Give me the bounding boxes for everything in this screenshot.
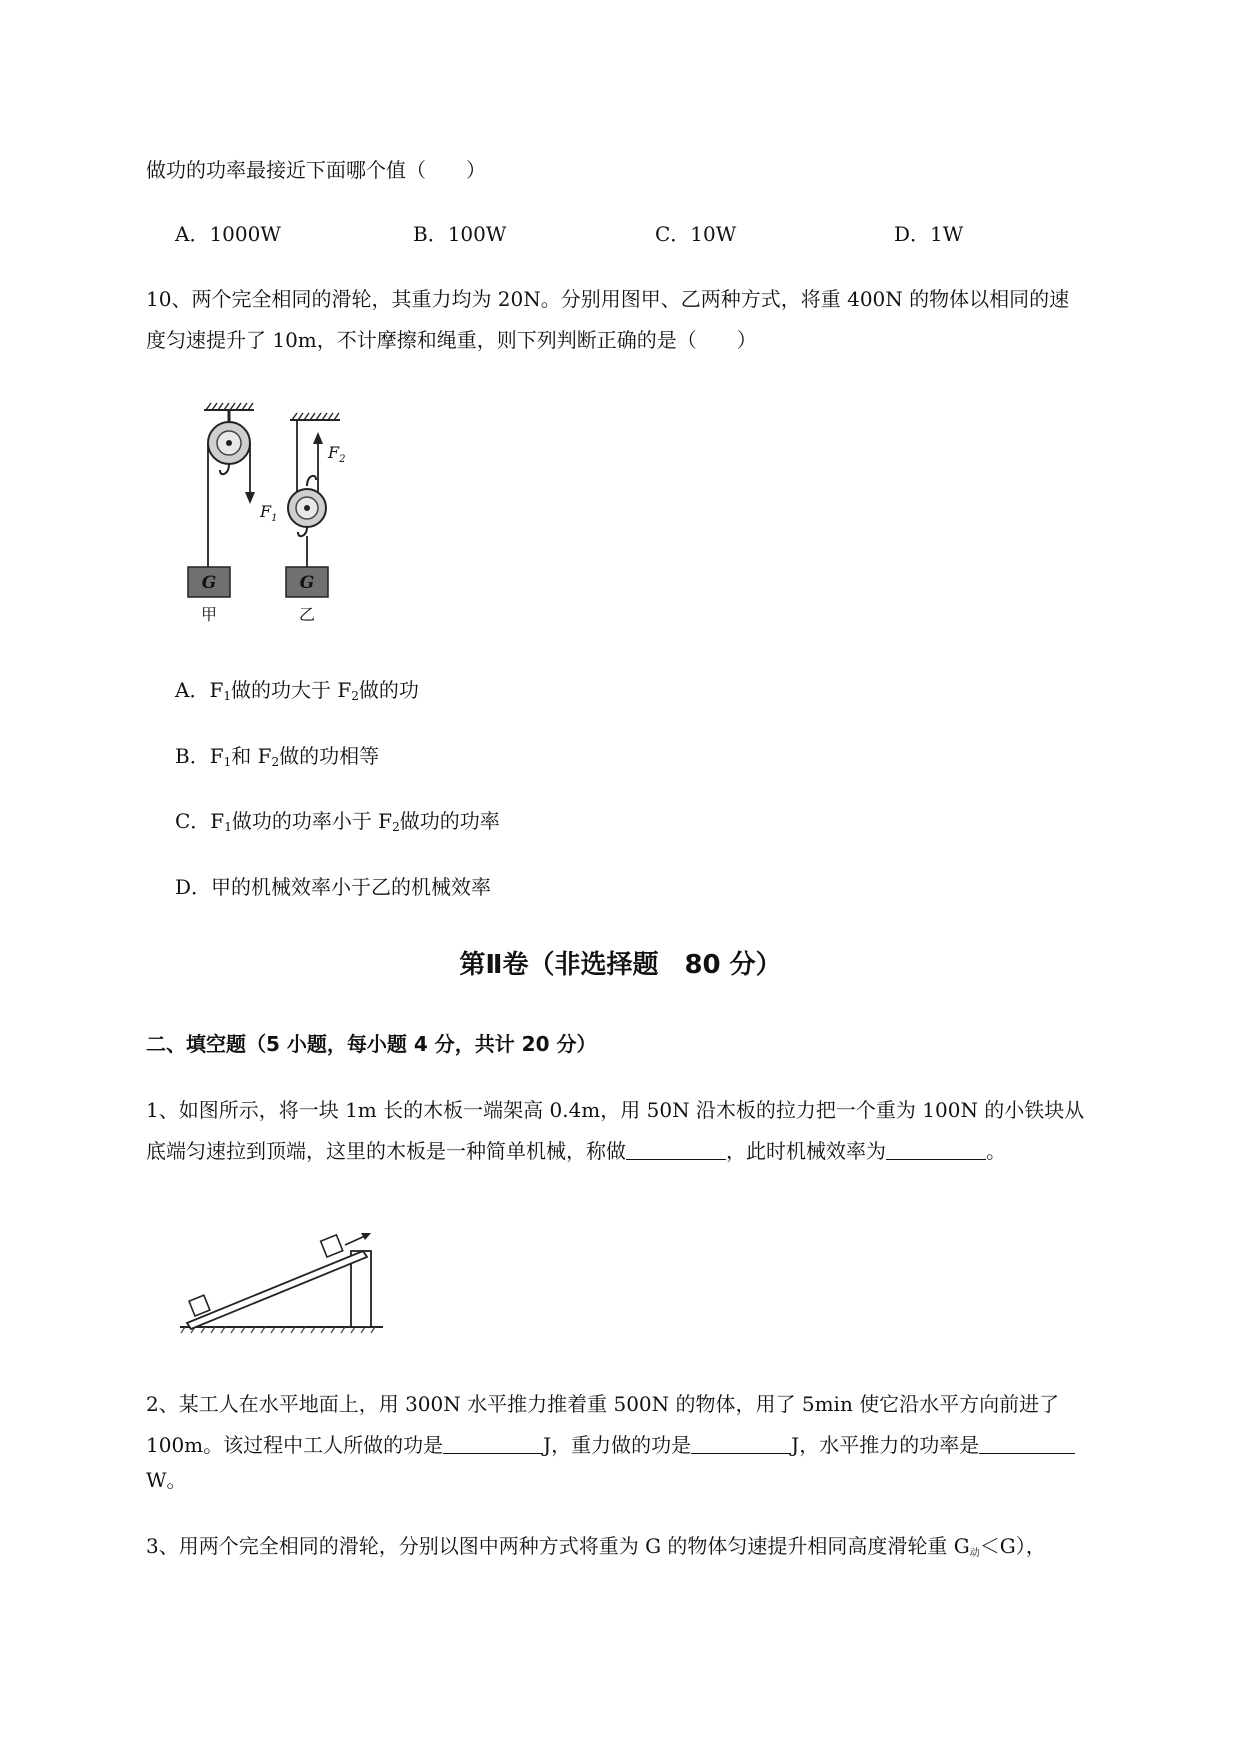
answer-blank[interactable] [979, 1431, 1075, 1454]
q9-option-d: D．1W [894, 222, 964, 246]
q9-option-c: C．10W [655, 222, 737, 246]
q9-text: 做功的功率最接近下面哪个值（ ） [146, 158, 486, 182]
f2-line3: W。 [146, 1468, 187, 1492]
answer-blank[interactable] [443, 1431, 543, 1454]
f1-line2: 底端匀速拉到顶端，这里的木板是一种简单机械，称做 ，此时机械效率为 。 [146, 1139, 1006, 1163]
weight-label-a: G [201, 573, 217, 593]
q10-option-b: B．$F_1$和 $F_2$做的功相等 [175, 744, 380, 769]
q10-line2: 度匀速提升了 10m，不计摩擦和绳重，则下列判断正确的是（ ） [146, 328, 757, 352]
q10-option-c: C．$F_1$做功的功率小于 $F_2$做功的功率 [175, 809, 500, 834]
f2-line1: 2、某工人在水平地面上，用 300N 水平推力推着重 500N 的物体，用了 5min 使它沿水平方向前进了 [146, 1392, 1060, 1416]
q10-option-a: A．$F_1$做的功大于 $F_2$做的功 [175, 678, 419, 703]
answer-blank[interactable] [691, 1431, 791, 1454]
inclined-plane-figure [175, 1215, 395, 1345]
answer-blank[interactable] [626, 1137, 726, 1160]
q9-option-b: B．100W [413, 222, 507, 246]
force-label-f2: $F_2$ [328, 443, 346, 465]
f3-line1: 3、用两个完全相同的滑轮，分别以图中两种方式将重为 G 的物体匀速提升相同高度滑轮重 $G_动<G$）， [146, 1534, 1046, 1559]
weight-label-b: G [299, 573, 315, 593]
answer-blank[interactable] [886, 1137, 986, 1160]
pulley-figure [180, 400, 410, 630]
q9-option-a: A．1000W [175, 222, 281, 246]
q10-option-d: D．甲的机械效率小于乙的机械效率 [175, 875, 492, 899]
section-heading: 二、填空题（5 小题，每小题 4 分，共计 20 分） [146, 1032, 597, 1056]
force-label-f1: $F_1$ [260, 502, 278, 524]
f1-line1: 1、如图所示，将一块 1m 长的木板一端架高 0.4m，用 50N 沿木板的拉力把一个重为 100N 的小铁块从 [146, 1098, 1085, 1122]
q10-line1: 10、两个完全相同的滑轮，其重力均为 20N。分别用图甲、乙两种方式，将重 400N 的物体以相同的速 [146, 287, 1070, 311]
figure-label-a: 甲 [200, 605, 218, 624]
f2-line2: 100m。该过程中工人所做的功是 J，重力做的功是 J，水平推力的功率是 [146, 1431, 1075, 1459]
part2-title: 第Ⅱ卷（非选择题 80 分） [459, 950, 782, 980]
figure-label-b: 乙 [298, 605, 316, 624]
